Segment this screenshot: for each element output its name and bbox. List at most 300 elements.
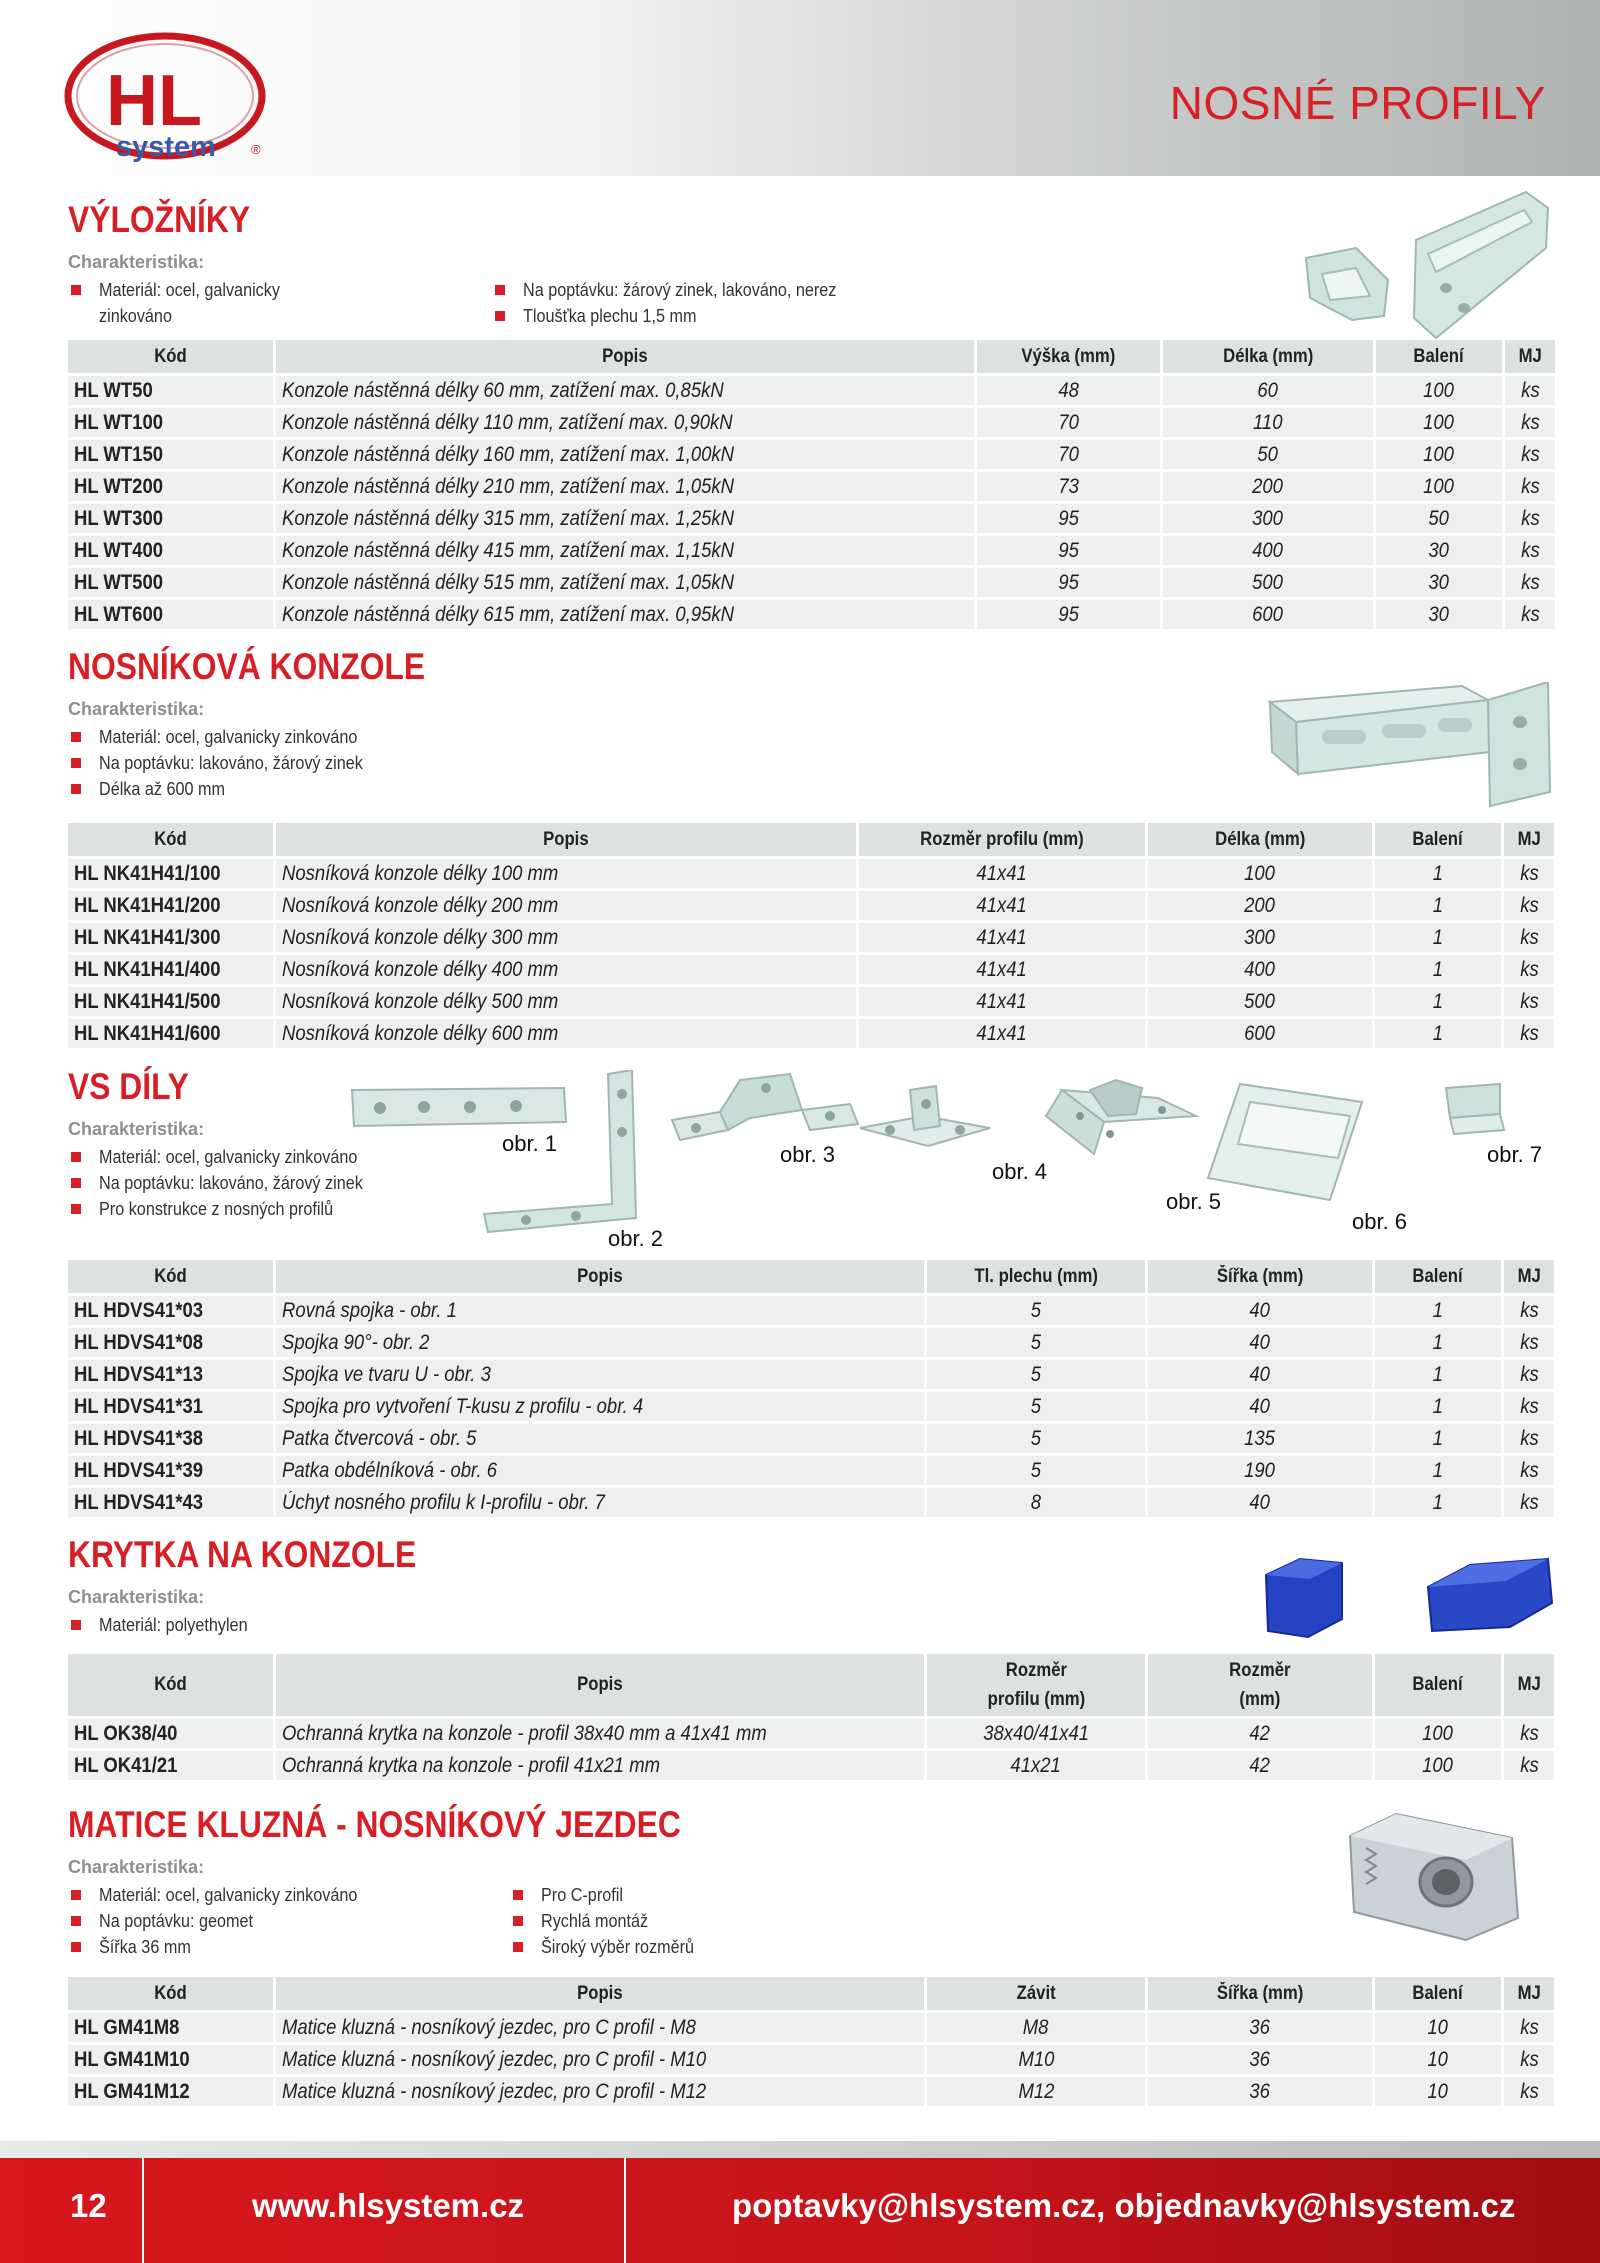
product-dimension: M8 [927,2010,1145,2042]
product-dimension: 40 [1148,1325,1372,1357]
product-code: HL OK38/40 [68,1716,273,1748]
bullet-item: Na poptávku: lakováno, žárový zinek [71,750,392,776]
product-dimension: 50 [1163,437,1373,469]
bullet-item: Materiál: polyethylen [71,1612,264,1638]
unit: ks [1504,2042,1554,2074]
figure-label: obr. 1 [502,1131,558,1156]
product-description: Konzole nástěnná délky 210 mm, zatížení max. 1,05kN [276,469,974,501]
product-code: HL HDVS41*03 [68,1293,273,1325]
product-dimension: 300 [1148,920,1372,952]
product-code: HL HDVS41*31 [68,1389,273,1421]
product-dimension: M12 [927,2074,1145,2106]
product-code: HL WT200 [68,469,273,501]
bullet-square-icon [71,1890,81,1900]
bullet-square-icon [71,732,81,742]
unit: ks [1504,1453,1554,1485]
table-row [68,1748,1554,1780]
product-dimension: 5 [927,1421,1145,1453]
unit: ks [1505,437,1555,469]
unit: ks [1505,565,1555,597]
product-code: HL WT150 [68,437,273,469]
product-dimension: 110 [1163,405,1373,437]
package-quantity: 1 [1375,984,1501,1016]
product-code: HL OK41/21 [68,1748,273,1780]
product-code: HL HDVS41*08 [68,1325,273,1357]
website-link[interactable]: www.hlsystem.cz [252,2187,525,2224]
table-row [68,1016,1554,1048]
product-description: Rovná spojka - obr. 1 [276,1293,924,1325]
package-quantity: 10 [1375,2074,1501,2106]
product-dimension: 5 [927,1325,1145,1357]
package-quantity: 1 [1375,1453,1501,1485]
product-dimension: 41x41 [859,856,1145,888]
product-code: HL WT50 [68,373,273,405]
package-quantity: 100 [1376,437,1502,469]
logo-subtext: system [116,131,216,163]
product-dimension: 5 [927,1357,1145,1389]
column-header: Tl. plechu (mm) [927,1260,1145,1293]
product-description: Ochranná krytka na konzole - profil 38x40 mm a 41x41 mm [276,1716,924,1748]
product-description: Konzole nástěnná délky 615 mm, zatížení max. 0,95kN [276,597,974,629]
product-dimension: 36 [1148,2042,1372,2074]
column-header: Závit [927,1977,1145,2010]
product-description: Matice kluzná - nosníkový jezdec, pro C profil - M12 [276,2074,924,2106]
column-header: Popis [276,340,974,373]
bullet-square-icon [71,1178,81,1188]
bullet-item: Pro konstrukce z nosných profilů [71,1196,359,1222]
table-row [68,501,1555,533]
product-dimension: 40 [1148,1293,1372,1325]
bullet-item: Na poptávku: geomet [71,1908,270,1934]
product-dimension: 60 [1163,373,1373,405]
product-code: HL NK41H41/400 [68,952,273,984]
characteristics-label: Charakteristika: [68,1587,205,1607]
product-code: HL HDVS41*38 [68,1421,273,1453]
logo-text: HL [106,61,202,141]
unit: ks [1504,952,1554,984]
package-quantity: 100 [1375,1716,1501,1748]
column-header: Délka (mm) [1163,340,1373,373]
bullet-item: Délka až 600 mm [71,776,239,802]
package-quantity: 1 [1375,856,1501,888]
bullet-item: Široký výběr rozměrů [513,1934,711,1960]
product-dimension: 41x41 [859,920,1145,952]
product-dimension: 135 [1148,1421,1372,1453]
table-body [68,2010,1554,2106]
product-dimension: 8 [927,1485,1145,1517]
bullet-square-icon [513,1890,523,1900]
product-dimension: 5 [927,1389,1145,1421]
product-dimension: 40 [1148,1389,1372,1421]
bullet-square-icon [71,285,81,295]
product-code: HL HDVS41*43 [68,1485,273,1517]
package-quantity: 1 [1375,1357,1501,1389]
hl-system-logo [62,28,272,168]
product-dimension: 300 [1163,501,1373,533]
package-quantity: 100 [1376,469,1502,501]
product-description: Nosníková konzole délky 400 mm [276,952,856,984]
package-quantity: 30 [1376,533,1502,565]
product-code: HL NK41H41/500 [68,984,273,1016]
product-dimension: 95 [977,565,1160,597]
table-row [68,373,1555,405]
bullet-square-icon [71,758,81,768]
i-profile-clamp-image [1446,1084,1504,1134]
product-code: HL NK41H41/600 [68,1016,273,1048]
characteristics-label: Charakteristika: [68,1857,205,1877]
table-row [68,984,1554,1016]
bullet-item: Materiál: ocel, galvanicky zinkováno [71,724,386,750]
column-header: MJ [1504,1654,1554,1716]
bullet-square-icon [71,1942,81,1952]
section-title: VÝLOŽNÍKY [68,199,251,240]
column-header: Kód [68,1654,273,1716]
package-quantity: 1 [1375,1485,1501,1517]
product-dimension: 41x41 [859,952,1145,984]
product-dimension: 100 [1148,856,1372,888]
product-description: Konzole nástěnná délky 160 mm, zatížení max. 1,00kN [276,437,974,469]
unit: ks [1504,1485,1554,1517]
unit: ks [1504,1325,1554,1357]
package-quantity: 1 [1375,1016,1501,1048]
bullet-item: Šířka 36 mm [71,1934,201,1960]
column-header: MJ [1504,1977,1554,2010]
package-quantity: 1 [1375,1325,1501,1357]
table-row [68,565,1555,597]
product-dimension: 41x41 [859,888,1145,920]
package-quantity: 100 [1376,373,1502,405]
product-dimension: 36 [1148,2074,1372,2106]
product-dimension: 200 [1148,888,1372,920]
unit: ks [1505,533,1555,565]
table-row [68,1485,1554,1517]
table-row [68,856,1554,888]
product-code: HL WT100 [68,405,273,437]
straight-connector-image [352,1088,566,1126]
package-quantity: 1 [1375,952,1501,984]
column-header: Balení [1375,823,1501,856]
bullet-item: Rychlá montáž [513,1908,660,1934]
figure-label: obr. 4 [992,1159,1048,1184]
bullet-item: Materiál: ocel, galvanicky zinkováno [71,1144,386,1170]
product-dimension: 5 [927,1453,1145,1485]
table-row [68,405,1555,437]
page-number: 12 [70,2187,107,2224]
package-quantity: 100 [1375,1748,1501,1780]
nosnikova-konzole-table [65,823,1557,1048]
column-header: Balení [1376,340,1502,373]
product-code: HL WT600 [68,597,273,629]
bullet-item: Materiál: ocel, galvanicky [71,277,300,303]
product-description: Nosníková konzole délky 300 mm [276,920,856,952]
product-description: Konzole nástěnná délky 315 mm, zatížení max. 1,25kN [276,501,974,533]
product-description: Matice kluzná - nosníkový jezdec, pro C profil - M8 [276,2010,924,2042]
product-description: Spojka pro vytvoření T-kusu z profilu - obr. 4 [276,1389,924,1421]
unit: ks [1504,1293,1554,1325]
bullet-square-icon [71,1204,81,1214]
krytka-table [65,1654,1557,1780]
product-description: Konzole nástěnná délky 415 mm, zatížení max. 1,15kN [276,533,974,565]
product-code: HL HDVS41*39 [68,1453,273,1485]
column-header: MJ [1504,1260,1554,1293]
column-header: Balení [1375,1654,1501,1716]
table-row [68,437,1555,469]
unit: ks [1504,2010,1554,2042]
product-code: HL NK41H41/100 [68,856,273,888]
product-dimension: 42 [1148,1716,1372,1748]
table-row [68,920,1554,952]
package-quantity: 1 [1375,1389,1501,1421]
table-row [68,1421,1554,1453]
bullet-item: Na poptávku: lakováno, žárový zinek [71,1170,392,1196]
product-code: HL GM41M10 [68,2042,273,2074]
product-description: Matice kluzná - nosníkový jezdec, pro C profil - M10 [276,2042,924,2074]
bullet-item: Tloušťka plechu 1,5 mm [495,303,716,329]
table-row [68,2010,1554,2042]
product-dimension: 41x41 [859,984,1145,1016]
package-quantity: 30 [1376,597,1502,629]
bullet-item: Na poptávku: žárový zinek, lakováno, nerez [495,277,871,303]
product-dimension: 500 [1163,565,1373,597]
product-description: Nosníková konzole délky 500 mm [276,984,856,1016]
product-dimension: 200 [1163,469,1373,501]
product-dimension: 70 [977,437,1160,469]
table-row [68,1293,1554,1325]
table-row [68,533,1555,565]
package-quantity: 50 [1376,501,1502,533]
characteristics-label: Charakteristika: [68,252,205,272]
vs-dily-table [65,1260,1557,1517]
table-row [68,1716,1554,1748]
package-quantity: 10 [1375,2042,1501,2074]
bullet-square-icon [495,285,505,295]
product-dimension: M10 [927,2042,1145,2074]
column-header: Kód [68,340,273,373]
column-header: Šířka (mm) [1148,1977,1372,2010]
bullet-item: Materiál: ocel, galvanicky zinkováno [71,1882,386,1908]
product-description: Nosníková konzole délky 100 mm [276,856,856,888]
product-dimension: 41x41 [859,1016,1145,1048]
package-quantity: 10 [1375,2010,1501,2042]
table-header-row [68,1260,1554,1293]
table-body [68,373,1555,629]
product-description: Úchyt nosného profilu k I-profilu - obr. 7 [276,1485,924,1517]
table-row [68,2042,1554,2074]
table-row [68,597,1555,629]
product-dimension: 40 [1148,1485,1372,1517]
unit: ks [1505,373,1555,405]
wall-bracket-image [1296,188,1550,340]
product-code: HL WT400 [68,533,273,565]
bullet-square-icon [71,1620,81,1630]
package-quantity: 1 [1375,1421,1501,1453]
unit: ks [1505,501,1555,533]
product-dimension: 95 [977,533,1160,565]
product-description: Spojka ve tvaru U - obr. 3 [276,1357,924,1389]
product-dimension: 600 [1163,597,1373,629]
product-dimension: 36 [1148,2010,1372,2042]
footer-separator [624,2158,626,2263]
column-header: Rozměr profilu (mm) [927,1654,1145,1716]
bullet-square-icon [71,1152,81,1162]
table-body [68,856,1554,1048]
unit: ks [1504,920,1554,952]
product-dimension: 70 [977,405,1160,437]
section-matice-kluzna [68,1803,1547,1957]
product-dimension: 500 [1148,984,1372,1016]
table-row [68,952,1554,984]
figure-label: obr. 6 [1352,1209,1408,1234]
unit: ks [1504,1421,1554,1453]
bullet-square-icon [71,784,81,794]
package-quantity: 1 [1375,1293,1501,1325]
unit: ks [1504,1016,1554,1048]
column-header: Popis [276,1260,924,1293]
product-dimension: 73 [977,469,1160,501]
product-description: Nosníková konzole délky 200 mm [276,888,856,920]
product-description: Patka čtvercová - obr. 5 [276,1421,924,1453]
table-row [68,1453,1554,1485]
package-quantity: 1 [1375,920,1501,952]
table-row [68,1325,1554,1357]
unit: ks [1504,1357,1554,1389]
figure-label: obr. 7 [1487,1142,1543,1167]
unit: ks [1505,405,1555,437]
product-code: HL WT300 [68,501,273,533]
page-title: NOSNÉ PROFILY [1169,77,1546,129]
section-title: NOSNÍKOVÁ KONZOLE [68,646,426,687]
package-quantity: 30 [1376,565,1502,597]
figure-label: obr. 2 [608,1226,664,1251]
unit: ks [1504,888,1554,920]
vylozniky-table [65,340,1558,629]
product-dimension: 38x40/41x41 [927,1716,1145,1748]
figure-label: obr. 3 [780,1142,836,1167]
product-description: Konzole nástěnná délky 110 mm, zatížení max. 0,90kN [276,405,974,437]
u-connector-image [672,1074,858,1140]
product-description: Konzole nástěnná délky 515 mm, zatížení max. 1,05kN [276,565,974,597]
characteristics-label: Charakteristika: [68,699,205,719]
column-header: Kód [68,1977,273,2010]
beam-bracket-image [1262,682,1552,812]
bullet-square-icon [513,1916,523,1926]
product-dimension: 190 [1148,1453,1372,1485]
matice-table [65,1977,1557,2106]
column-header: Šířka (mm) [1148,1260,1372,1293]
bullet-square-icon [71,1916,81,1926]
product-dimension: 5 [927,1293,1145,1325]
footer-divider [0,2141,1600,2158]
product-code: HL GM41M8 [68,2010,273,2042]
column-header: Popis [276,1977,924,2010]
bullet-square-icon [495,311,505,321]
unit: ks [1505,469,1555,501]
bullet-square-icon [513,1942,523,1952]
table-header-row [68,340,1555,373]
unit: ks [1504,856,1554,888]
sliding-nut-image [1336,1808,1526,1944]
product-description: Ochranná krytka na konzole - profil 41x21 mm [276,1748,924,1780]
product-code: HL NK41H41/300 [68,920,273,952]
product-dimension: 40 [1148,1357,1372,1389]
figure-label: obr. 5 [1166,1189,1222,1214]
package-quantity: 100 [1376,405,1502,437]
product-code: HL NK41H41/200 [68,888,273,920]
table-row [68,1357,1554,1389]
rectangular-base-image [1208,1084,1362,1200]
product-dimension: 48 [977,373,1160,405]
product-code: HL HDVS41*13 [68,1357,273,1389]
column-header: Kód [68,823,273,856]
table-header-row [68,1977,1554,2010]
column-header: Rozměr (mm) [1148,1654,1372,1716]
square-base-image [1046,1080,1196,1154]
t-connector-image [860,1086,990,1146]
product-description: Konzole nástěnná délky 60 mm, zatížení max. 0,85kN [276,373,974,405]
table-body [68,1716,1554,1780]
table-body [68,1293,1554,1517]
table-header-row [68,823,1554,856]
product-code: HL GM41M12 [68,2074,273,2106]
page-header [0,0,1600,176]
unit: ks [1504,2074,1554,2106]
logo-registered-mark: ® [251,142,261,157]
product-dimension: 41x21 [927,1748,1145,1780]
end-cap-images [1260,1545,1554,1645]
product-dimension: 400 [1148,952,1372,984]
bullet-item: Pro C-profil [513,1882,632,1908]
product-description: Spojka 90°- obr. 2 [276,1325,924,1357]
section-title: MATICE KLUZNÁ - NOSNÍKOVÝ JEZDEC [68,1804,681,1845]
column-header: MJ [1504,823,1554,856]
bullet-item-continuation: zinkováno [99,306,172,326]
column-header: Výška (mm) [977,340,1160,373]
unit: ks [1504,1389,1554,1421]
table-row [68,1389,1554,1421]
product-dimension: 95 [977,597,1160,629]
table-row [68,888,1554,920]
unit: ks [1504,1748,1554,1780]
column-header: Rozměr profilu (mm) [859,823,1145,856]
column-header: Délka (mm) [1148,823,1372,856]
product-dimension: 600 [1148,1016,1372,1048]
product-description: Nosníková konzole délky 600 mm [276,1016,856,1048]
column-header: Balení [1375,1260,1501,1293]
email-links[interactable]: poptavky@hlsystem.cz, objednavky@hlsystem.cz [732,2187,1516,2224]
product-dimension: 400 [1163,533,1373,565]
column-header: Balení [1375,1977,1501,2010]
unit: ks [1504,984,1554,1016]
table-row [68,2074,1554,2106]
column-header: Kód [68,1260,273,1293]
package-quantity: 1 [1375,888,1501,920]
product-dimension: 42 [1148,1748,1372,1780]
column-header: Popis [276,823,856,856]
table-header-row [68,1654,1554,1716]
footer-separator [142,2158,144,2263]
column-header: Popis [276,1654,924,1716]
characteristics-label: Charakteristika: [68,1119,205,1139]
column-header: MJ [1505,340,1555,373]
unit: ks [1504,1716,1554,1748]
table-row [68,469,1555,501]
product-code: HL WT500 [68,565,273,597]
section-title: KRYTKA NA KONZOLE [68,1534,417,1575]
product-description: Patka obdélníková - obr. 6 [276,1453,924,1485]
unit: ks [1505,597,1555,629]
product-dimension: 95 [977,501,1160,533]
section-title: VS DÍLY [68,1066,189,1107]
